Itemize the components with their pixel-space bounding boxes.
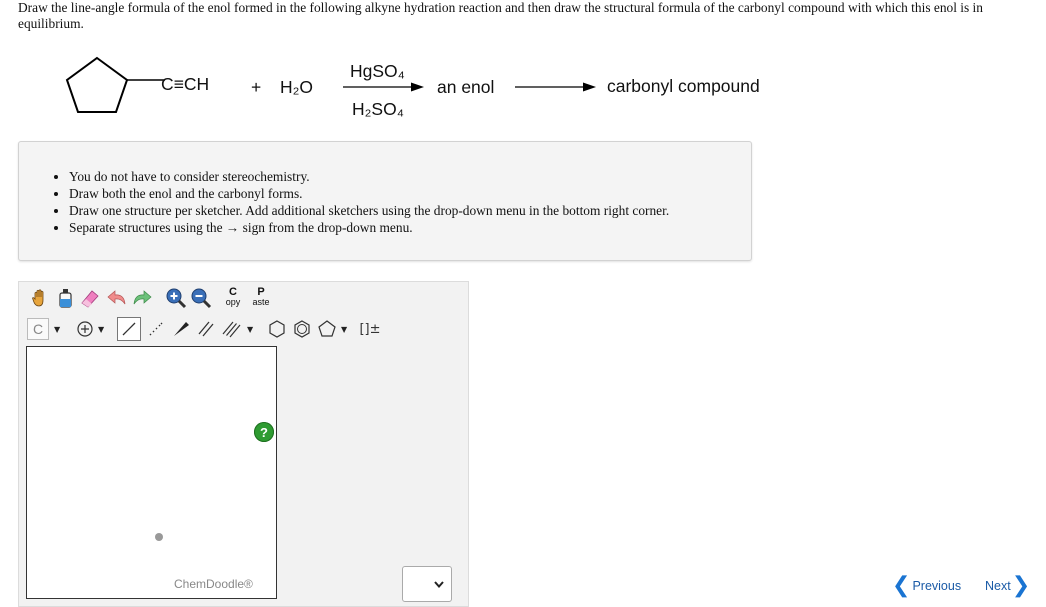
- instructions-list: [19, 168, 669, 236]
- copy-button[interactable]: [222, 286, 244, 308]
- instruction-item: • Draw one structure per sketcher. Add additional sketchers using the drop-down menu in the bottom right corner.: [69, 202, 669, 219]
- chemdoodle-sketcher: [18, 281, 469, 607]
- sketcher-dropdown[interactable]: [402, 566, 452, 602]
- cyclopentane-icon[interactable]: [316, 318, 338, 340]
- chevron-right-icon: ❯: [1011, 573, 1031, 598]
- carbonyl-product: carbonyl compound: [607, 76, 760, 96]
- alkyne-substituent: C≡CH: [161, 74, 210, 94]
- instructions-panel: [18, 141, 752, 261]
- drawing-canvas[interactable]: [26, 346, 277, 599]
- next-link[interactable]: [985, 573, 1031, 598]
- enol-intermediate: an enol: [437, 77, 495, 97]
- dashed-bond-icon[interactable]: [145, 318, 167, 340]
- bracket-charge-button[interactable]: []±: [359, 321, 381, 337]
- question-text: Draw the line-angle formula of the enol formed in the following alkyne hydration reaction and then draw the structural formula of the carbonyl compound with which this enol is in equilibrium.: [18, 0, 983, 31]
- clear-bottle-icon[interactable]: [54, 287, 76, 309]
- bond-dropdown-caret[interactable]: ▼: [247, 325, 254, 334]
- chemdoodle-branding: ChemDoodle®: [174, 577, 253, 591]
- reaction-scheme: [0, 55, 800, 135]
- pan-hand-icon[interactable]: [29, 287, 51, 309]
- copy-label-bottom: opy: [225, 297, 241, 307]
- single-bond-icon[interactable]: [117, 317, 141, 341]
- next-label: Next: [985, 579, 1011, 593]
- ring-dropdown-caret[interactable]: ▼: [341, 325, 348, 334]
- previous-label: Previous: [912, 579, 962, 593]
- reagent-bottom: H₂SO₄: [352, 99, 404, 119]
- instruction-item: • Draw both the enol and the carbonyl forms.: [69, 185, 669, 202]
- copy-label-top: C: [229, 286, 237, 298]
- eraser-icon[interactable]: [79, 287, 101, 309]
- plus-sign: +: [251, 77, 262, 97]
- paste-button[interactable]: [250, 286, 272, 308]
- atom-label-button[interactable]: C: [27, 318, 49, 340]
- instruction-item: • Separate structures using the → sign from the drop-down menu.: [69, 219, 669, 236]
- redo-icon[interactable]: [131, 287, 153, 309]
- zoom-in-icon[interactable]: [165, 287, 187, 309]
- charge-plus-icon[interactable]: [74, 318, 96, 340]
- water-reactant: H₂O: [280, 77, 314, 97]
- triple-bond-icon[interactable]: [220, 318, 242, 340]
- help-button[interactable]: ?: [254, 422, 274, 442]
- cyclohexane-icon[interactable]: [266, 318, 288, 340]
- instruction-item: • You do not have to consider stereochemistry.: [69, 168, 669, 185]
- chevron-left-icon: ❮: [892, 573, 911, 598]
- canvas-dot: [155, 533, 163, 541]
- double-bond-icon[interactable]: [195, 318, 217, 340]
- cyclopentane-ring: [67, 58, 127, 112]
- benzene-icon[interactable]: [291, 318, 313, 340]
- charge-dropdown-caret[interactable]: ▼: [98, 325, 105, 334]
- reagent-top: HgSO₄: [350, 61, 405, 81]
- paste-label-top: P: [257, 286, 265, 298]
- atom-dropdown-caret[interactable]: ▼: [54, 325, 61, 334]
- product-arrow-head: [583, 83, 596, 92]
- reaction-arrow-head: [411, 83, 424, 92]
- paste-label-bottom: aste: [252, 297, 270, 307]
- chevron-down-icon: [433, 578, 445, 590]
- zoom-out-icon[interactable]: [190, 287, 212, 309]
- wedge-bond-icon[interactable]: [170, 318, 192, 340]
- undo-icon[interactable]: [106, 287, 128, 309]
- previous-link[interactable]: [892, 573, 962, 598]
